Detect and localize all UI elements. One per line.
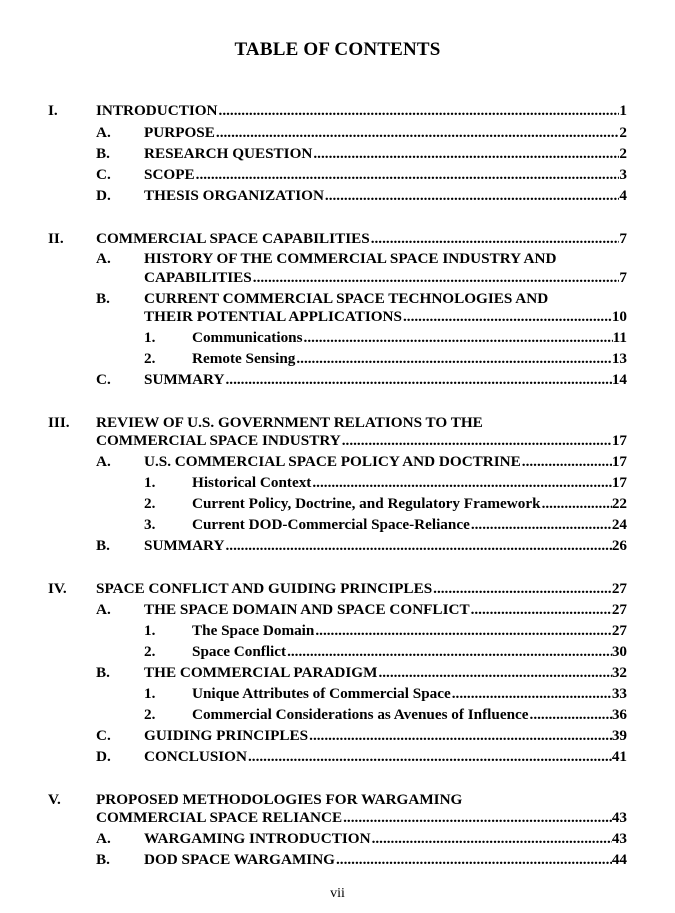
dot-leader: [225, 371, 611, 389]
entry-title: GUIDING PRINCIPLES: [144, 727, 309, 744]
dot-leader: [433, 580, 612, 598]
dot-leader: [196, 166, 620, 184]
toc-entry-summary[interactable]: [144, 537, 627, 555]
item-letter: A.: [96, 830, 111, 847]
page-number: 11: [612, 329, 627, 346]
item-letter: B.: [96, 851, 110, 868]
entry-title: Remote Sensing: [192, 350, 296, 367]
dot-leader: [253, 269, 620, 287]
page-number: 44: [611, 851, 627, 868]
toc-entry-wargaming-introduction[interactable]: [144, 830, 627, 848]
item-letter: C.: [96, 371, 111, 388]
page-number: 1: [619, 102, 627, 119]
dot-leader: [325, 187, 620, 205]
toc-entry-history[interactable]: [144, 269, 627, 287]
entry-title: SUMMARY: [144, 371, 225, 388]
dot-leader: [542, 495, 612, 513]
dot-leader: [403, 308, 612, 326]
section-number: III.: [48, 414, 70, 431]
entry-title: Current Policy, Doctrine, and Regulatory Framework: [192, 495, 541, 512]
toc-entry-government-relations[interactable]: [96, 432, 627, 450]
page-number: 30: [611, 643, 627, 660]
entry-title: Unique Attributes of Commercial Space: [192, 685, 451, 702]
entry-title: COMMERCIAL SPACE CAPABILITIES: [96, 230, 370, 247]
toc-entry-current-technologies[interactable]: [144, 308, 627, 326]
toc-entry-unique-attributes[interactable]: [192, 685, 627, 703]
page-number: 43: [611, 809, 627, 826]
subitem-number: 2.: [144, 706, 156, 723]
subitem-number: 3.: [144, 516, 156, 533]
page-number: 10: [611, 308, 627, 325]
item-letter: B.: [96, 145, 110, 162]
page-number: 2: [619, 124, 627, 141]
subitem-number: 2.: [144, 495, 156, 512]
page-title: TABLE OF CONTENTS: [234, 39, 441, 60]
dot-leader: [296, 350, 611, 368]
page-number: 33: [611, 685, 627, 702]
toc-entry-space-conflict-principles[interactable]: [96, 580, 627, 598]
item-letter: A.: [96, 601, 111, 618]
toc-entry-research-question[interactable]: [144, 145, 627, 163]
dot-leader: [378, 664, 611, 682]
dot-leader: [371, 230, 620, 248]
item-letter: B.: [96, 290, 110, 307]
item-letter: B.: [96, 664, 110, 681]
entry-title: WARGAMING INTRODUCTION: [144, 830, 371, 847]
toc-entry-summary[interactable]: [144, 371, 627, 389]
dot-leader: [225, 537, 611, 555]
entry-title: COMMERCIAL SPACE RELIANCE: [96, 809, 343, 826]
toc-entry-dod-reliance[interactable]: [192, 516, 627, 534]
entry-title: SUMMARY: [144, 537, 225, 554]
dot-leader: [287, 643, 612, 661]
item-letter: C.: [96, 166, 111, 183]
subitem-number: 1.: [144, 329, 156, 346]
toc-entry-historical-context[interactable]: [192, 474, 627, 492]
item-letter: D.: [96, 748, 111, 765]
entry-title: SPACE CONFLICT AND GUIDING PRINCIPLES: [96, 580, 433, 597]
entry-title: Communications: [192, 329, 303, 346]
toc-entry-commercial-considerations[interactable]: [192, 706, 627, 724]
page-number: 4: [619, 187, 627, 204]
entry-title: INTRODUCTION: [96, 102, 218, 119]
toc-entry-space-domain[interactable]: [192, 622, 627, 640]
entry-title: Space Conflict: [192, 643, 287, 660]
entry-title-line1: REVIEW OF U.S. GOVERNMENT RELATIONS TO THE: [96, 414, 483, 431]
page-number: 43: [611, 830, 627, 847]
toc-entry-current-policy[interactable]: [192, 495, 627, 513]
page-number: 13: [611, 350, 627, 367]
item-letter: B.: [96, 537, 110, 554]
entry-title: PURPOSE: [144, 124, 215, 141]
page-number: 27: [611, 622, 627, 639]
toc-entry-policy-doctrine[interactable]: [144, 453, 627, 471]
entry-title-line1: HISTORY OF THE COMMERCIAL SPACE INDUSTRY AND: [144, 250, 557, 267]
item-letter: A.: [96, 250, 111, 267]
entry-title: Historical Context: [192, 474, 312, 491]
entry-title-line1: PROPOSED METHODOLOGIES FOR WARGAMING: [96, 791, 463, 808]
page-number: 3: [619, 166, 627, 183]
subitem-number: 1.: [144, 685, 156, 702]
dot-leader: [452, 685, 612, 703]
dot-leader: [309, 727, 612, 745]
dot-leader: [216, 124, 620, 142]
toc-entry-communications[interactable]: [192, 329, 627, 347]
dot-leader: [336, 851, 612, 869]
section-number: I.: [48, 102, 58, 119]
dot-leader: [342, 432, 612, 450]
entry-title: COMMERCIAL SPACE INDUSTRY: [96, 432, 341, 449]
subitem-number: 1.: [144, 474, 156, 491]
page-number: 14: [611, 371, 627, 388]
page-number: 32: [611, 664, 627, 681]
dot-leader: [219, 102, 620, 120]
footer-page-number: vii: [330, 886, 345, 901]
page-number: 7: [619, 269, 627, 286]
page-number: 36: [611, 706, 627, 723]
entry-title: DOD SPACE WARGAMING: [144, 851, 335, 868]
subitem-number: 2.: [144, 643, 156, 660]
page-number: 26: [611, 537, 627, 554]
toc-entry-space-conflict[interactable]: [192, 643, 627, 661]
dot-leader: [522, 453, 612, 471]
entry-title: SCOPE: [144, 166, 195, 183]
dot-leader: [471, 601, 612, 619]
entry-title: U.S. COMMERCIAL SPACE POLICY AND DOCTRINE: [144, 453, 521, 470]
subitem-number: 2.: [144, 350, 156, 367]
dot-leader: [530, 706, 612, 724]
toc-entry-wargaming-methodologies[interactable]: [96, 809, 627, 827]
toc-entry-conclusion[interactable]: [144, 748, 627, 766]
section-number: IV.: [48, 580, 67, 597]
entry-title: Commercial Considerations as Avenues of Influence: [192, 706, 529, 723]
toc-entry-guiding-principles[interactable]: [144, 727, 627, 745]
page-number: 27: [611, 601, 627, 618]
entry-title: THE COMMERCIAL PARADIGM: [144, 664, 378, 681]
page-number: 24: [611, 516, 627, 533]
dot-leader: [343, 809, 612, 827]
item-letter: C.: [96, 727, 111, 744]
page-number: 7: [619, 230, 627, 247]
entry-title: THESIS ORGANIZATION: [144, 187, 324, 204]
page-number: 17: [611, 474, 627, 491]
toc-entry-commercial-paradigm[interactable]: [144, 664, 627, 682]
entry-title: CAPABILITIES: [144, 269, 252, 286]
dot-leader: [372, 830, 612, 848]
entry-title: RESEARCH QUESTION: [144, 145, 313, 162]
page-number: 22: [611, 495, 627, 512]
toc-entry-thesis-organization[interactable]: [144, 187, 627, 205]
subitem-number: 1.: [144, 622, 156, 639]
entry-title: THEIR POTENTIAL APPLICATIONS: [144, 308, 402, 325]
toc-entry-introduction[interactable]: [96, 102, 627, 120]
dot-leader: [471, 516, 612, 534]
toc-entry-scope[interactable]: [144, 166, 627, 184]
page-number: 41: [611, 748, 627, 765]
section-number: II.: [48, 230, 64, 247]
page-number: 17: [611, 453, 627, 470]
item-letter: D.: [96, 187, 111, 204]
dot-leader: [312, 474, 611, 492]
toc-entry-commercial-space-capabilities[interactable]: [96, 230, 627, 248]
page-number: 27: [611, 580, 627, 597]
dot-leader: [248, 748, 612, 766]
dot-leader: [313, 145, 619, 163]
entry-title: The Space Domain: [192, 622, 315, 639]
page-number: 17: [611, 432, 627, 449]
dot-leader: [315, 622, 611, 640]
dot-leader: [304, 329, 613, 347]
item-letter: A.: [96, 124, 111, 141]
entry-title: THE SPACE DOMAIN AND SPACE CONFLICT: [144, 601, 470, 618]
page-number: 39: [611, 727, 627, 744]
item-letter: A.: [96, 453, 111, 470]
toc-entry-purpose[interactable]: [144, 124, 627, 142]
entry-title: CONCLUSION: [144, 748, 247, 765]
entry-title-line1: CURRENT COMMERCIAL SPACE TECHNOLOGIES AND: [144, 290, 549, 307]
toc-entry-space-domain-conflict[interactable]: [144, 601, 627, 619]
entry-title: Current DOD-Commercial Space-Reliance: [192, 516, 470, 533]
toc-entry-dod-space-wargaming[interactable]: [144, 851, 627, 869]
toc-entry-remote-sensing[interactable]: [192, 350, 627, 368]
section-number: V.: [48, 791, 61, 808]
page-number: 2: [619, 145, 627, 162]
